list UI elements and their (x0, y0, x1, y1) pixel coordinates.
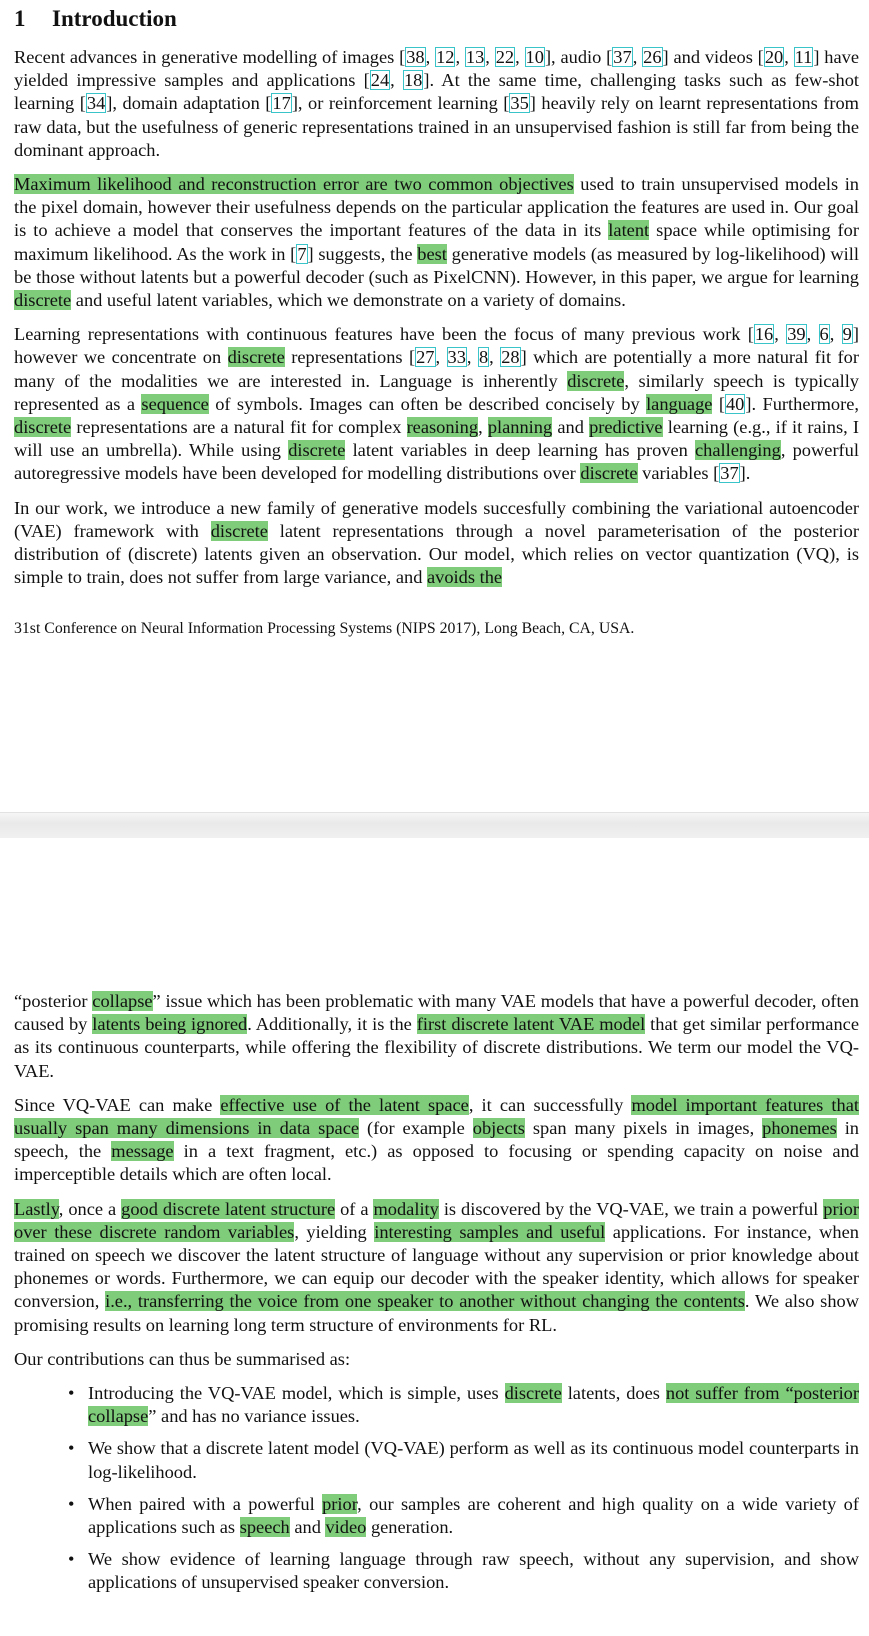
paragraph: Recent advances in generative modelling of images [38, 12, 13, 22, 10], audio [37, 26] and videos [20, 11] have yielded impressive samples and applications [24, 18]. At the same time, challenging tasks such as few-shot learning [34], domain adaptation [17], or reinforcement learning [35] heavily rely on learnt representations from raw data, but the usefulness of generic representations trained in an unsupervised fashion is still far from being the dominant approach. (14, 47, 860, 160)
highlighted-text: predictive (589, 417, 663, 438)
highlighted-text: avoids the (426, 567, 503, 588)
citation-link[interactable]: 6 (819, 324, 829, 345)
section-heading (14, 4, 859, 34)
citation-link[interactable]: 24 (370, 70, 390, 91)
citation-link[interactable]: 12 (436, 47, 455, 67)
contributions-list (14, 1382, 859, 1595)
list-item: • We show evidence of learning language through raw speech, without any supervision, and show applications of unsupervised speaker conversion. (74, 1548, 859, 1594)
citation-link[interactable]: 35 (510, 93, 529, 114)
page-1-content (14, 4, 859, 639)
citation-link[interactable]: 40 (725, 393, 745, 414)
highlighted-text: not suffer from “posterior collapse (88, 1383, 860, 1427)
citation-link[interactable]: 9 (842, 324, 852, 345)
highlighted-text: discrete (567, 370, 625, 391)
highlighted-text: best (417, 243, 447, 264)
highlighted-text: discrete (210, 520, 268, 541)
paragraph: Maximum likelihood and reconstruction error are two common objectives used to train unsupervised models in the pixel domain, however their usefulness depends on the particular application the features are used in. Our goal is to achieve a model that conserves the important features of the data in its latent space while optimising for maximum likelihood. As the work in [7] suggests, the best generative models (as measured by log-likelihood) will be those without latents but a powerful decoder (such as PixelCNN). However, in this paper, we argue for learning discrete and useful latent variables, which we demonstrate on a variety of domains. (14, 174, 860, 311)
page-2-content (14, 990, 859, 1604)
paragraph: Learning representations with continuous features have been the focus of many previous work [16, 39, 6, 9] however we concentrate on discrete representations [27, 33, 8, 28] which are potentially a more natural fit for many of the modalities we are interested in. Language is inherently discrete, similarly speech is typically represented as a sequence of symbols. Images can often be described concisely by language [40]. Furthermore, discrete representations are a natural fit for complex reasoning, planning and predictive learning (e.g., if it rains, I will use an umbrella). While using discrete latent variables in deep learning has proven challenging, powerful autoregressive models have been developed for modelling distributions over discrete variables [37]. (14, 324, 859, 484)
highlighted-text: first discrete latent VAE model (416, 1014, 646, 1035)
highlighted-text: objects (472, 1118, 525, 1139)
highlighted-text: collapse (92, 991, 153, 1011)
highlighted-text: message (111, 1141, 174, 1162)
highlighted-text: modality (373, 1198, 439, 1219)
citation-link[interactable]: 20 (764, 47, 784, 67)
citation-link[interactable]: 37 (720, 463, 739, 484)
paragraph: Since VQ-VAE can make effective use of the latent space, it can successfully model important features that usually span many dimensions in data space (for example objects span many pixels in images, phonemes in speech, the message in a text fragment, etc.) as opposed to focusing or spending capacity on noise and imperceptible details which are often local. (14, 1094, 860, 1185)
citation-link[interactable]: 10 (525, 47, 544, 67)
highlighted-text: discrete (288, 440, 346, 461)
citation-link[interactable]: 17 (272, 93, 291, 114)
highlighted-text: reasoning (406, 417, 479, 438)
highlighted-text: Lastly (14, 1198, 59, 1219)
page-separator (0, 812, 869, 840)
highlighted-text: video (325, 1517, 367, 1538)
list-item: • When paired with a powerful prior, our samples are coherent and high quality on a wide variety of applications such as speech and video generation. (74, 1493, 859, 1539)
highlighted-text: discrete (227, 347, 285, 368)
citation-link[interactable]: 22 (495, 47, 515, 67)
highlighted-text: good discrete latent structure (121, 1198, 336, 1219)
citation-link[interactable]: 8 (478, 347, 489, 368)
highlighted-text: effective use of the latent space (220, 1094, 469, 1115)
citation-link[interactable]: 38 (406, 47, 425, 67)
citation-link[interactable]: 11 (794, 47, 813, 67)
highlighted-text: prior over these discrete random variables (14, 1198, 859, 1242)
conference-footnote: 31st Conference on Neural Information Processing Systems (NIPS 2017), Long Beach, CA, USA. (14, 620, 635, 638)
paragraph: Our contributions can thus be summarised as: (14, 1348, 351, 1369)
section-number: 1 (14, 6, 26, 31)
highlighted-text: phonemes (762, 1118, 837, 1139)
citation-link[interactable]: 37 (613, 47, 632, 67)
highlighted-text: i.e., transferring the voice from one speaker to another without changing the contents (105, 1291, 745, 1312)
highlighted-text: Maximum likelihood and reconstruction error are two common objectives (14, 174, 574, 195)
highlighted-text: latents being ignored (92, 1014, 248, 1035)
list-item: • Introducing the VQ-VAE model, which is simple, uses discrete latents, does not suffer from “posterior collapse” and has no variance issues. (74, 1382, 859, 1428)
pdf-page-2 (0, 838, 869, 1636)
paragraph: “posterior collapse” issue which has been problematic with many VAE models that have a powerful decoder, often caused by latents being ignored. Additionally, it is the first discrete latent VAE model that get similar performance as its continuous counterparts, while offering the flexibility of discrete distributions. We term our model the VQ-VAE. (14, 991, 860, 1081)
citation-link[interactable]: 18 (403, 70, 423, 91)
citation-link[interactable]: 33 (447, 347, 466, 368)
highlighted-text: sequence (141, 393, 209, 414)
highlighted-text: speech (239, 1517, 290, 1538)
citation-link[interactable]: 27 (416, 347, 435, 368)
section-title: Introduction (52, 6, 177, 31)
highlighted-text: planning (487, 417, 553, 438)
citation-link[interactable]: 34 (86, 93, 106, 114)
citation-link[interactable]: 26 (643, 47, 662, 67)
citation-link[interactable]: 28 (501, 347, 520, 368)
highlighted-text: discrete (14, 417, 72, 438)
citation-link[interactable]: 7 (297, 243, 307, 264)
citation-link[interactable]: 39 (787, 324, 806, 345)
citation-link[interactable]: 16 (754, 324, 774, 345)
highlighted-text: discrete (504, 1383, 562, 1404)
highlighted-text: challenging (695, 440, 781, 461)
list-item: • We show that a discrete latent model (VQ-VAE) perform as well as its continuous model counterparts in log-likelihood. (74, 1437, 859, 1483)
highlighted-text: language (646, 393, 713, 414)
highlighted-text: discrete (14, 290, 72, 311)
highlighted-text: discrete (580, 463, 638, 484)
citation-link[interactable]: 13 (465, 47, 485, 67)
highlighted-text: latent (608, 220, 650, 241)
pdf-page-1 (0, 0, 869, 812)
highlighted-text: prior (322, 1493, 358, 1514)
highlighted-text: interesting samples and useful (374, 1221, 606, 1242)
paragraph: In our work, we introduce a new family of generative models succesfully combining the variational autoencoder (VAE) framework with discrete latent representations through a novel parameterisation of the posterior distribution of (discrete) latents given an observation. Our model, which relies on vector quantization (VQ), is simple to train, does not suffer from large variance, and avoids the (14, 497, 859, 588)
paragraph: Lastly, once a good discrete latent structure of a modality is discovered by the VQ-VAE, we train a powerful prior over these discrete random variables, yielding interesting samples and useful applications. For instance, when trained on speech we discover the latent structure of language without any supervision or prior knowledge about phonemes or words. Furthermore, we can equip our decoder with the speaker identity, which allows for speaker conversion, i.e., transferring the voice from one speaker to another without changing the contents. We also show promising results on learning long term structure of environments for RL. (14, 1198, 860, 1335)
highlighted-text: model important features that usually span many dimensions in data space (14, 1094, 860, 1139)
